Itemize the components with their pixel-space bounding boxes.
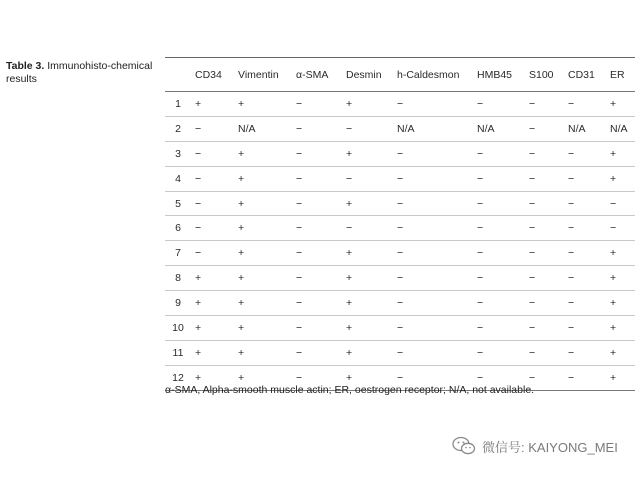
table-cell: + [346, 272, 353, 285]
table-cell: + [238, 297, 245, 310]
table-row [165, 340, 635, 365]
header-cell: CD34 [195, 68, 222, 81]
table-cell: − [296, 222, 303, 235]
table-cell: + [610, 321, 617, 334]
table-row [165, 216, 635, 241]
header-cell: α-SMA [296, 68, 329, 81]
table-cell: − [529, 122, 536, 135]
case-number-cell: 3 [175, 147, 181, 160]
table-cell: − [568, 147, 575, 160]
table-cell: + [195, 97, 202, 110]
table-cell: − [296, 197, 303, 210]
table-cell: − [477, 247, 484, 260]
case-number-cell: 8 [175, 272, 181, 285]
table-cell: + [346, 197, 353, 210]
watermark-text: 微信号: KAIYONG_MEI [482, 439, 618, 455]
table-cell: − [397, 247, 404, 260]
table-cell: − [477, 172, 484, 185]
table-cell: − [477, 346, 484, 359]
header-cell-case [165, 58, 195, 92]
header-cell: Desmin [346, 68, 382, 81]
table-cell: + [610, 172, 617, 185]
table-cell: N/A [238, 122, 256, 135]
table-cell: − [296, 272, 303, 285]
table-cell: + [238, 172, 245, 185]
table-row [165, 316, 635, 341]
table-cell: N/A [568, 122, 586, 135]
case-number-cell: 12 [172, 371, 184, 384]
table-cell: − [346, 172, 353, 185]
header-cell: ER [610, 68, 625, 81]
table-cell: − [610, 197, 617, 210]
table-cell: − [529, 346, 536, 359]
table-cell: − [195, 122, 202, 135]
table-cell: + [195, 272, 202, 285]
table-cell: − [529, 321, 536, 334]
table-row [165, 266, 635, 291]
table-cell: − [529, 272, 536, 285]
table-cell: − [477, 97, 484, 110]
table-cell: + [610, 147, 617, 160]
results-table-container [165, 57, 635, 391]
table-cell: − [568, 321, 575, 334]
table-cell: − [296, 147, 303, 160]
table-cell: − [529, 147, 536, 160]
table-cell: + [195, 346, 202, 359]
table-cell: + [195, 297, 202, 310]
table-cell: N/A [477, 122, 495, 135]
case-number-cell: 6 [175, 222, 181, 235]
table-header [165, 58, 635, 92]
table-cell: − [296, 122, 303, 135]
table-cell: + [610, 297, 617, 310]
header-cell: HMB45 [477, 68, 513, 81]
table-cell: − [477, 371, 484, 384]
case-number-cell: 11 [172, 346, 184, 359]
case-number-cell: 5 [175, 197, 181, 210]
table-cell: − [397, 97, 404, 110]
table-cell: + [346, 147, 353, 160]
table-row [165, 166, 635, 191]
table-cell: − [477, 272, 484, 285]
table-cell: − [195, 172, 202, 185]
case-number-cell: 9 [175, 297, 181, 310]
case-number-cell: 7 [175, 247, 181, 260]
table-row [165, 241, 635, 266]
table-caption-label: Table 3. [6, 60, 45, 72]
table-cell: − [296, 297, 303, 310]
table-cell: − [296, 97, 303, 110]
table-cell: − [195, 222, 202, 235]
table-cell: + [610, 371, 617, 384]
table-cell: + [238, 222, 245, 235]
table-cell: − [296, 321, 303, 334]
table-cell: + [238, 272, 245, 285]
table-cell: − [397, 346, 404, 359]
table-cell: − [397, 272, 404, 285]
table-cell: − [346, 122, 353, 135]
table-row [165, 191, 635, 216]
table-cell: + [238, 346, 245, 359]
table-cell: + [238, 147, 245, 160]
table-cell: N/A [397, 122, 415, 135]
table-cell: − [397, 321, 404, 334]
table-cell: + [238, 97, 245, 110]
table-cell: − [568, 272, 575, 285]
table-footnote: α-SMA, Alpha-smooth muscle actin; ER, oestrogen receptor; N/A, not available. [165, 384, 535, 396]
table-cell: − [477, 197, 484, 210]
table-cell: − [529, 371, 536, 384]
header-cell: S100 [529, 68, 554, 81]
header-cell: CD31 [568, 68, 595, 81]
case-number-cell: 10 [172, 321, 184, 334]
table-cell: + [195, 321, 202, 334]
table-cell: − [529, 297, 536, 310]
table-cell: − [397, 222, 404, 235]
table-cell: − [529, 97, 536, 110]
case-number-cell: 2 [175, 122, 181, 135]
table-cell: − [568, 222, 575, 235]
table-cell: + [610, 247, 617, 260]
table-cell: + [346, 297, 353, 310]
table-cell: + [610, 97, 617, 110]
table-cell: − [568, 371, 575, 384]
table-cell: − [477, 321, 484, 334]
header-cell: h-Caldesmon [397, 68, 460, 81]
table-cell: − [346, 222, 353, 235]
table-cell: − [296, 172, 303, 185]
header-cell: Vimentin [238, 68, 279, 81]
table-cell: − [296, 371, 303, 384]
table-cell: − [296, 247, 303, 260]
case-number-cell: 1 [175, 97, 181, 110]
table-cell: + [238, 321, 245, 334]
table-cell: − [568, 297, 575, 310]
table-row [165, 116, 635, 141]
table-cell: + [238, 371, 245, 384]
table-cell: + [346, 321, 353, 334]
table-header-row [165, 58, 635, 92]
table-caption-text: Immunohisto-chemical results [6, 60, 153, 85]
table-cell: − [397, 197, 404, 210]
table-cell: − [397, 147, 404, 160]
case-number-cell: 4 [175, 172, 181, 185]
table-cell: + [238, 197, 245, 210]
table-cell: − [195, 247, 202, 260]
table-body [165, 92, 635, 390]
table-cell: + [346, 97, 353, 110]
table-cell: − [195, 197, 202, 210]
table-cell: − [610, 222, 617, 235]
table-cell: − [568, 247, 575, 260]
table-caption [6, 60, 156, 86]
table-cell: − [195, 147, 202, 160]
table-cell: + [610, 346, 617, 359]
table-cell: − [568, 197, 575, 210]
table-cell: − [529, 247, 536, 260]
table-cell: N/A [610, 122, 628, 135]
table-cell: + [238, 247, 245, 260]
table-cell: − [296, 346, 303, 359]
table-cell: − [397, 297, 404, 310]
table-row [165, 291, 635, 316]
table-cell: + [346, 371, 353, 384]
table-row [165, 141, 635, 166]
table-cell: + [346, 346, 353, 359]
table-cell: − [397, 172, 404, 185]
results-table [165, 58, 635, 390]
table-cell: − [529, 172, 536, 185]
table-cell: − [568, 346, 575, 359]
table-row [165, 92, 635, 117]
table-cell: − [477, 222, 484, 235]
table-cell: − [529, 222, 536, 235]
watermark [452, 436, 618, 456]
table-cell: − [397, 371, 404, 384]
table-cell: + [346, 247, 353, 260]
table-cell: − [477, 297, 484, 310]
table-cell: − [529, 197, 536, 210]
table-cell: − [477, 147, 484, 160]
table-cell: + [610, 272, 617, 285]
wechat-icon [452, 436, 476, 456]
table-cell: − [568, 172, 575, 185]
table-cell: − [568, 97, 575, 110]
table-cell: + [195, 371, 202, 384]
